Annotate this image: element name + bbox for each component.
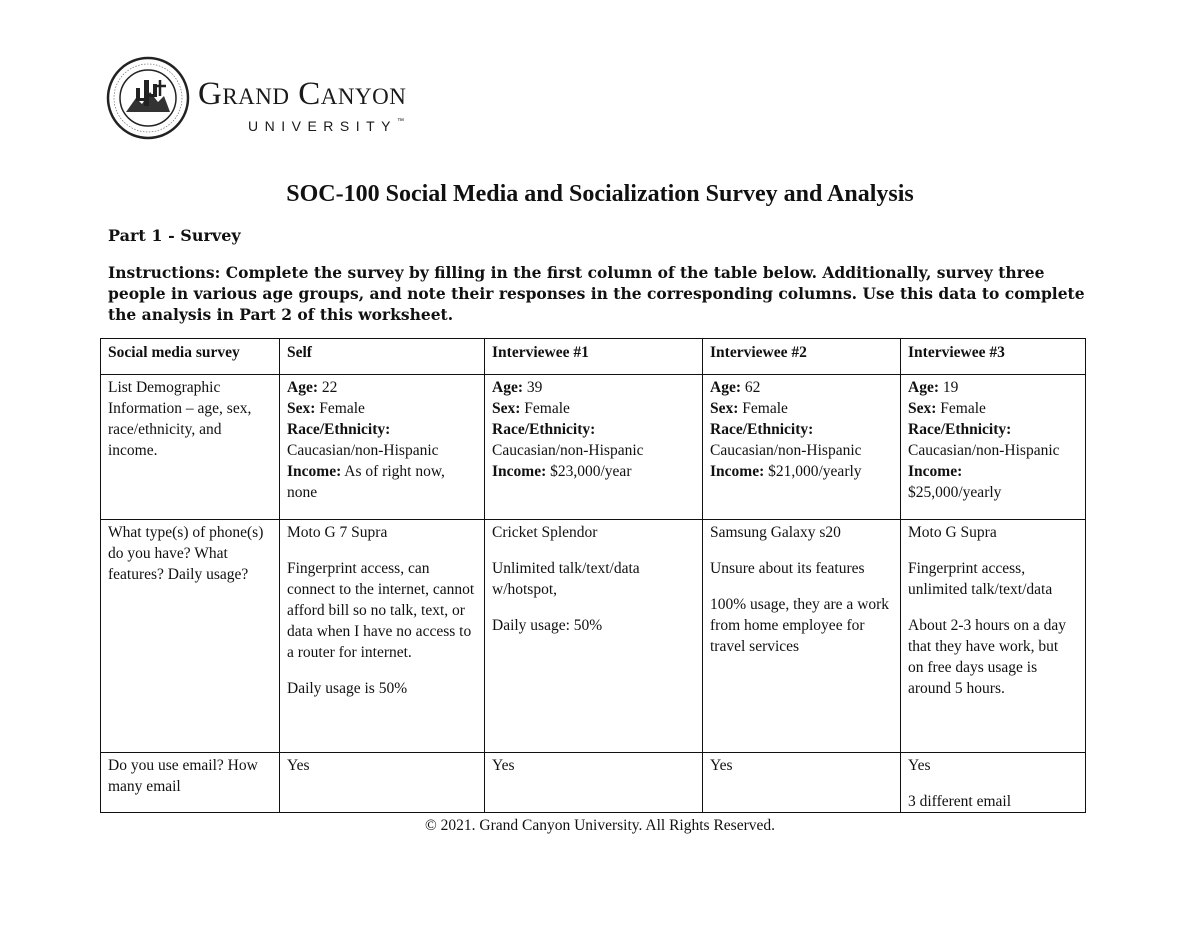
phone-features: Unsure about its features [710, 560, 865, 577]
email-answer: Yes [908, 757, 931, 774]
income-label: Income: [908, 463, 963, 480]
race-value: Caucasian/non-Hispanic [287, 442, 439, 459]
answer-cell-self: Yes [280, 753, 485, 813]
university-logo [106, 56, 486, 140]
income-value: $21,000/yearly [768, 463, 862, 480]
header-cell: Interviewee #1 [485, 339, 703, 375]
age-value: 19 [942, 379, 959, 396]
answer-cell-self [280, 520, 485, 753]
answer-cell-interviewee-1 [485, 375, 703, 520]
phone-usage: Daily usage: 50% [492, 617, 603, 634]
answer-cell-interviewee-3 [901, 375, 1086, 520]
university-seal-icon [106, 56, 190, 140]
answer-cell-interviewee-1: Yes [485, 753, 703, 813]
age-value: 39 [526, 379, 543, 396]
question-cell: Do you use email? How many email [101, 753, 280, 813]
income-value: $25,000/yearly [908, 484, 1002, 501]
answer-cell-interviewee-3 [901, 753, 1086, 813]
income-value: As of right now, none [287, 463, 445, 501]
race-label: Race/Ethnicity: [908, 421, 1012, 438]
header-cell: Interviewee #2 [703, 339, 901, 375]
answer-cell-interviewee-2 [703, 375, 901, 520]
phone-model: Moto G 7 Supra [287, 524, 388, 541]
age-value: 62 [744, 379, 761, 396]
income-label: Income: [492, 463, 547, 480]
race-value: Caucasian/non-Hispanic [492, 442, 644, 459]
age-label: Age: [287, 379, 318, 396]
age-label: Age: [908, 379, 939, 396]
sex-value: Female [319, 400, 365, 417]
answer-cell-interviewee-1 [485, 520, 703, 753]
logo-wordmark [198, 76, 406, 113]
survey-table [100, 338, 1086, 813]
phone-model: Samsung Galaxy s20 [710, 524, 841, 541]
race-label: Race/Ethnicity: [710, 421, 814, 438]
phone-usage: About 2-3 hours on a day that they have work, but on free days usage is around 5 hours. [908, 617, 1066, 697]
logo-wordmark-line1: Grand Canyon [198, 76, 407, 112]
answer-cell-interviewee-2 [703, 520, 901, 753]
answer-cell-interviewee-3 [901, 520, 1086, 753]
phone-features: Fingerprint access, unlimited talk/text/data [908, 560, 1053, 598]
header-cell: Self [280, 339, 485, 375]
income-value: $23,000/year [550, 463, 632, 480]
table-row-demographics [101, 375, 1086, 520]
answer-cell-interviewee-2: Yes [703, 753, 901, 813]
sex-label: Sex: [492, 400, 521, 417]
race-label: Race/Ethnicity: [287, 421, 391, 438]
part-heading: Part 1 - Survey [108, 226, 241, 245]
age-label: Age: [710, 379, 741, 396]
header-cell: Interviewee #3 [901, 339, 1086, 375]
table-row-email [101, 753, 1086, 813]
sex-label: Sex: [287, 400, 316, 417]
sex-label: Sex: [710, 400, 739, 417]
trademark-mark: ™ [397, 118, 405, 125]
sex-label: Sex: [908, 400, 937, 417]
logo-subtitle-text: UNIVERSITY [248, 118, 398, 134]
instructions-text: Instructions: Complete the survey by filling in the first column of the table below. Additionally, survey three people in various age groups, and note their responses in the corresponding columns. Use this data to complete the analysis in Part 2 of this worksheet. [108, 263, 1085, 324]
race-value: Caucasian/non-Hispanic [908, 442, 1060, 459]
phone-model: Cricket Splendor [492, 524, 598, 541]
race-value: Caucasian/non-Hispanic [710, 442, 862, 459]
header-cell: Social media survey [101, 339, 280, 375]
table-header-row [101, 339, 1086, 375]
sex-value: Female [742, 400, 788, 417]
income-label: Income: [287, 463, 342, 480]
race-label: Race/Ethnicity: [492, 421, 596, 438]
phone-features: Fingerprint access, can connect to the internet, cannot afford bill so no talk, text, or data when I have no access to a router for internet. [287, 560, 475, 661]
logo-subtitle [248, 118, 404, 134]
email-count: 3 different email [908, 793, 1012, 810]
question-cell: What type(s) of phone(s) do you have? What features? Daily usage? [101, 520, 280, 753]
answer-cell-self [280, 375, 485, 520]
table-row-phones [101, 520, 1086, 753]
phone-usage: Daily usage is 50% [287, 680, 408, 697]
phone-features: Unlimited talk/text/data w/hotspot, [492, 560, 640, 598]
phone-model: Moto G Supra [908, 524, 997, 541]
age-value: 22 [321, 379, 338, 396]
sex-value: Female [940, 400, 986, 417]
copyright-footer: © 2021. Grand Canyon University. All Rights Reserved. [424, 817, 775, 834]
age-label: Age: [492, 379, 523, 396]
document-title: SOC-100 Social Media and Socialization Survey and Analysis [286, 181, 914, 207]
phone-usage: 100% usage, they are a work from home employee for travel services [710, 596, 890, 655]
income-label: Income: [710, 463, 765, 480]
sex-value: Female [524, 400, 570, 417]
question-cell: List Demographic Information – age, sex, race/ethnicity, and income. [101, 375, 280, 520]
